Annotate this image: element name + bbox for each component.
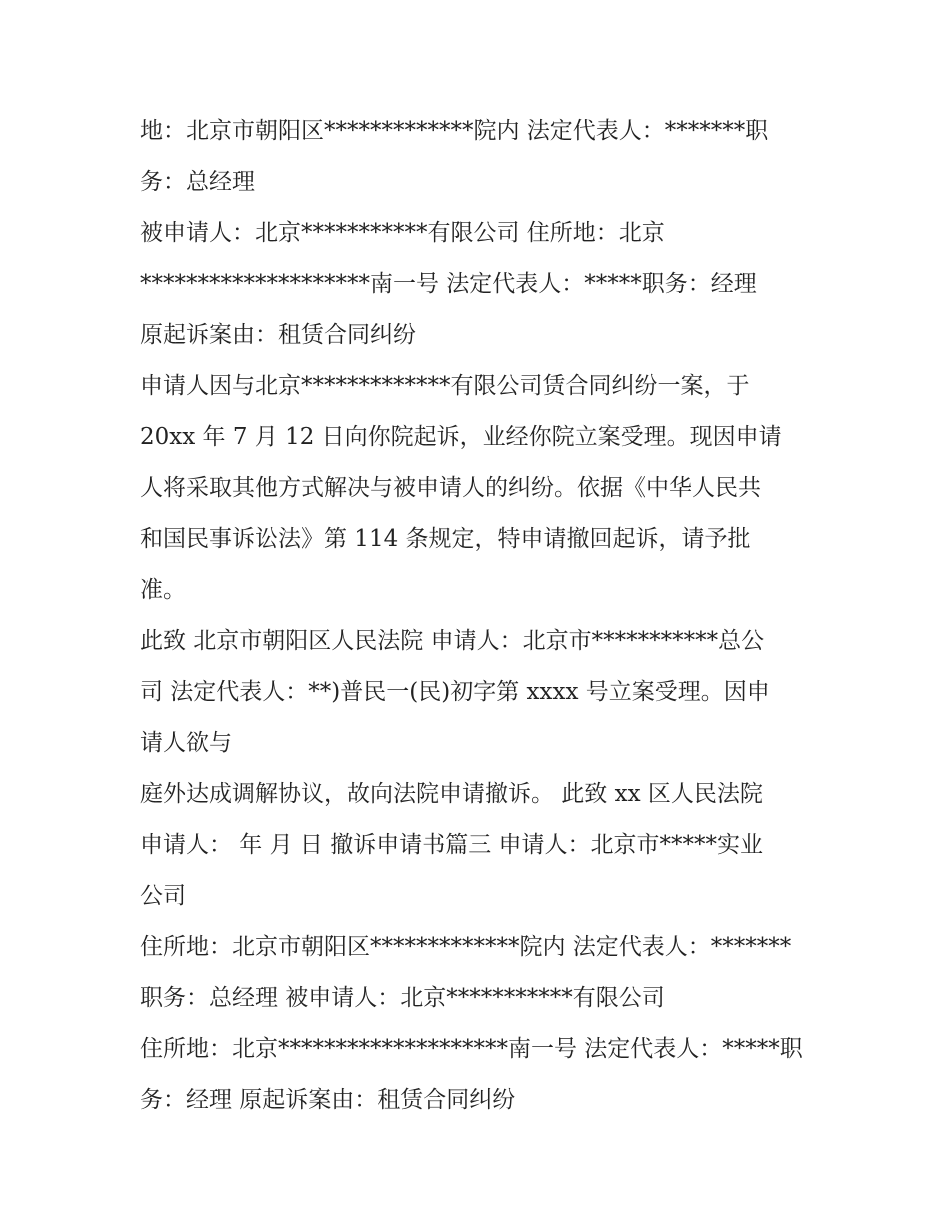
text-line: 准。	[140, 577, 186, 603]
text-line: 司 法定代表人：**)普民一(民)初字第 xxxx 号立案受理。因申	[140, 679, 770, 705]
text-line: 人将采取其他方式解决与被申请人的纠纷。依据《中华人民共	[140, 475, 761, 501]
text-line: 地：北京市朝阳区*************院内 法定代表人：*******职	[140, 118, 769, 144]
text-line: 申请人因与北京*************有限公司赁合同纠纷一案，于	[140, 373, 750, 399]
document-body	[140, 106, 820, 1126]
text-line: 住所地：北京********************南一号 法定代表人：*****职	[140, 1036, 803, 1062]
text-line: 申请人： 年 月 日 撤诉申请书篇三 申请人：北京市*****实业	[140, 832, 764, 858]
text-line: 请人欲与	[140, 730, 232, 756]
text-line: 原起诉案由：租赁合同纠纷	[140, 322, 416, 348]
text-line: 务：经理 原起诉案由：租赁合同纠纷	[140, 1087, 516, 1113]
text-line: 此致 北京市朝阳区人民法院 申请人：北京市***********总公	[140, 628, 765, 654]
text-line: 住所地：北京市朝阳区*************院内 法定代表人：*******	[140, 934, 792, 960]
text-line: 职务：总经理 被申请人：北京***********有限公司	[140, 985, 665, 1011]
text-line: 20xx 年 7 月 12 日向你院起诉，业经你院立案受理。现因申请	[140, 424, 782, 450]
text-line: 庭外达成调解协议，故向法院申请撤诉。 此致 xx 区人民法院	[140, 781, 763, 807]
text-line: 和国民事诉讼法》第 114 条规定，特申请撤回起诉，请予批	[140, 526, 751, 552]
text-line: ********************南一号 法定代表人：*****职务：经理	[140, 271, 757, 297]
text-line: 公司	[140, 883, 186, 909]
text-line: 务：总经理	[140, 169, 255, 195]
text-line: 被申请人：北京***********有限公司 住所地：北京	[140, 220, 665, 246]
